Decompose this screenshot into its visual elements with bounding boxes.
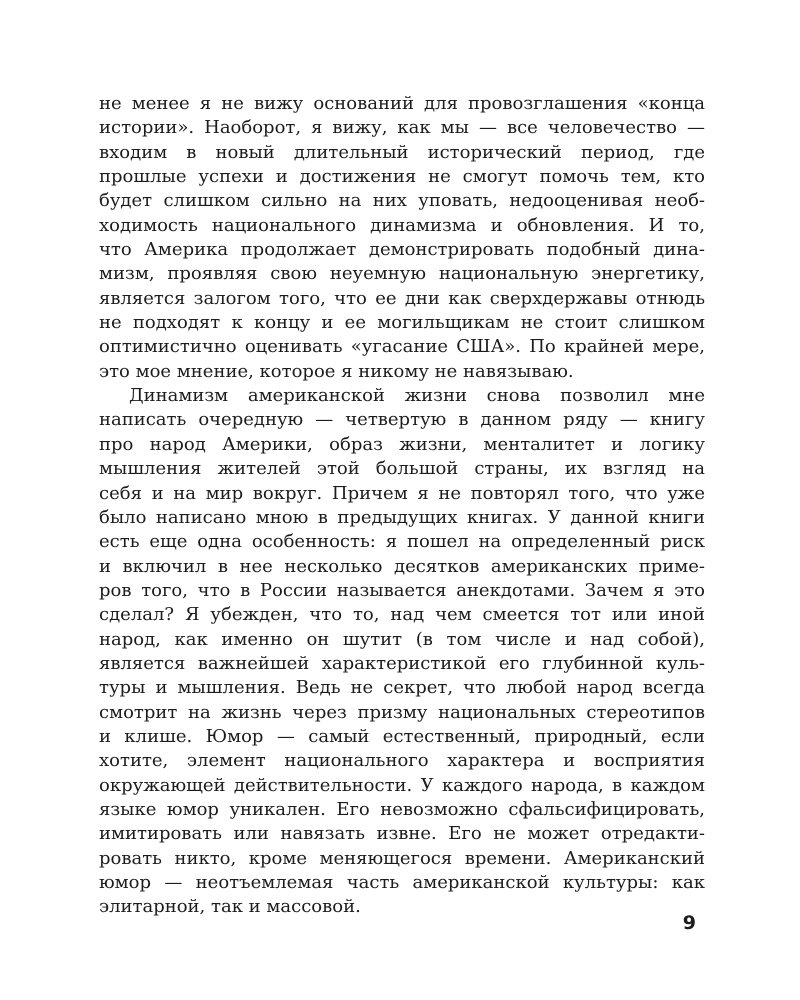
text-line: есть еще одна особенность: я пошел на определенный риск [99, 531, 705, 553]
text-line: будет слишком сильно на них уповать, недооценивая необ- [99, 190, 705, 212]
text-line: мышления жителей этой большой страны, их взгляд на [99, 458, 705, 480]
text-line: ровать никто, кроме меняющегося времени. Американский [99, 847, 705, 869]
text-line: юмор — неотъемлемая часть американской культуры: как [99, 872, 705, 893]
text-line: является важнейшей характеристикой его глубинной куль- [99, 652, 705, 674]
text-line: окружающей действительности. У каждого народа, в каждом [99, 774, 705, 796]
text-line: было написано мною в предыдущих книгах. У данной книги [99, 506, 705, 528]
body-text [99, 92, 705, 920]
text-line: прошлые успехи и достижения не смогут помочь тем, кто [99, 166, 705, 188]
paragraph-2 [99, 384, 705, 920]
text-line: не менее я не вижу оснований для провозглашения «конца [99, 93, 705, 114]
text-line: имитировать или навязать извне. Его не может отредакти- [99, 823, 705, 845]
text-line: и включил в нее несколько десятков американских приме- [99, 555, 705, 577]
text-line: мизм, проявляя свою неуемную национальную энергетику, [99, 263, 705, 285]
text-line: ходимость национального динамизма и обновления. И то, [99, 214, 705, 236]
paragraph-1 [99, 92, 705, 384]
text-line: и клише. Юмор — самый естественный, природный, если [99, 725, 705, 747]
text-line: про народ Америки, образ жизни, менталитет и логику [99, 433, 705, 455]
text-line: это мое мнение, которое я никому не навязываю. [99, 360, 574, 382]
text-line: истории». Наоборот, я вижу, как мы — все человечество — [99, 117, 705, 139]
text-line: Динамизм американской жизни снова позволил мне [129, 385, 705, 407]
text-line: ров того, что в России называется анекдотами. Зачем я это [99, 579, 705, 601]
text-line: входим в новый длительный исторический период, где [99, 141, 705, 163]
text-line: не подходят к концу и ее могильщикам не стоит слишком [99, 312, 705, 334]
text-line: что Америка продолжает демонстрировать подобный дина- [99, 239, 705, 261]
text-line: языке юмор уникален. Его невозможно сфальсифицировать, [99, 798, 705, 820]
text-line: написать очередную — четвертую в данном ряду — книгу [99, 409, 705, 431]
text-line: народ, как именно он шутит (в том числе и над собой), [99, 628, 705, 650]
text-line: себя и на мир вокруг. Причем я не повторял того, что уже [99, 482, 705, 504]
text-line: оптимистично оценивать «угасание США». По крайней мере, [99, 336, 705, 358]
text-line: туры и мышления. Ведь не секрет, что любой народ всегда [99, 677, 705, 699]
text-line: смотрит на жизнь через призму национальных стереотипов [99, 701, 705, 723]
text-line: сделал? Я убежден, что то, над чем смеется тот или иной [99, 604, 705, 626]
page-number: 9 [682, 912, 696, 934]
text-line: хотите, элемент национального характера и восприятия [99, 750, 705, 772]
text-line: элитарной, так и массовой. [99, 896, 361, 918]
text-line: является залогом того, что ее дни как сверхдержавы отнюдь [99, 287, 705, 309]
